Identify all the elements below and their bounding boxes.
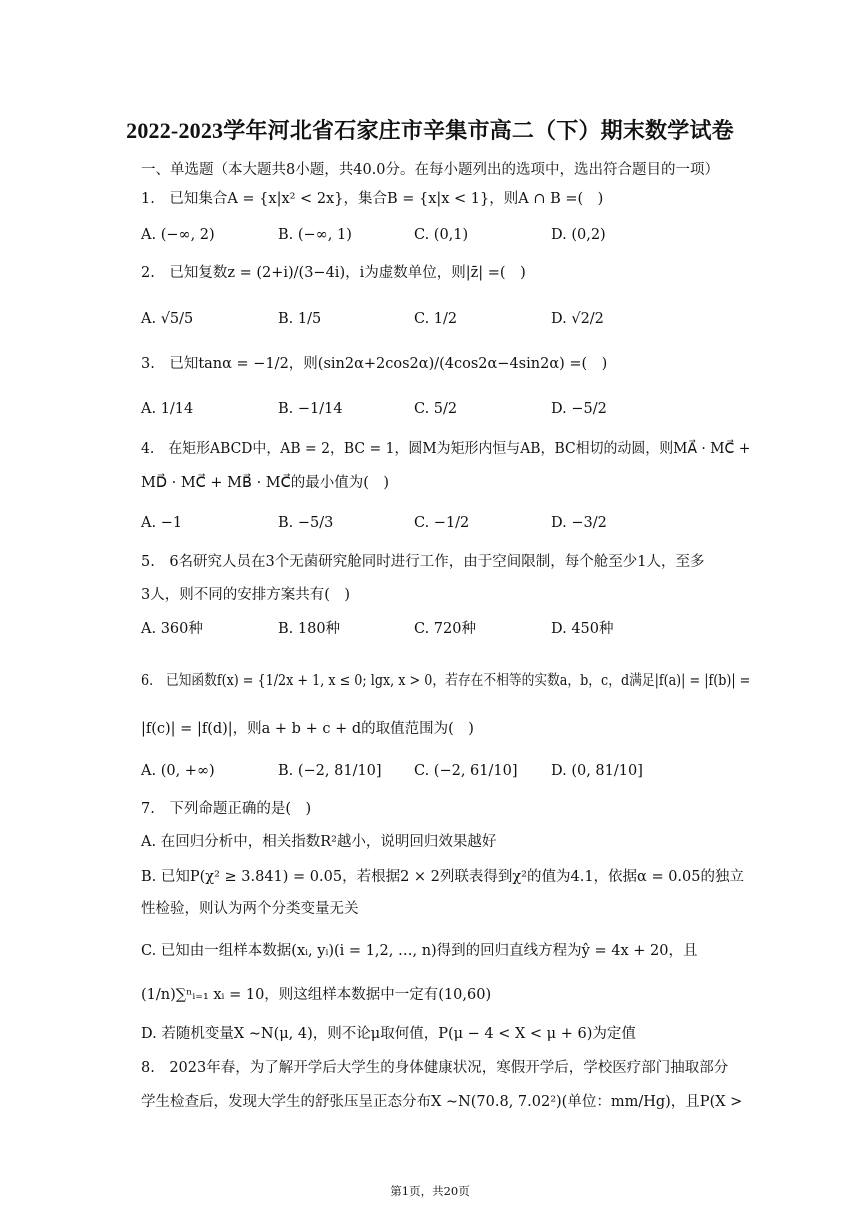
question-7-option-c-line-2: (1/n)∑ⁿᵢ₌₁ xᵢ = 10，则这组样本数据中一定有(10,60) (141, 987, 492, 1003)
q3-option-a: A. 1/14 (141, 401, 194, 417)
page-title: 2022-2023学年河北省石家庄市辛集市高二（下）期末数学试卷 (126, 118, 734, 143)
q4-option-c: C. −1/2 (414, 515, 470, 531)
q5-option-c: C. 720种 (414, 621, 476, 637)
q1-option-a: A. (−∞, 2) (141, 227, 215, 243)
question-7-option-d: D. 若随机变量X ∼N(μ, 4)，则不论μ取何值，P(μ − 4 < X < μ + 6)为定值 (141, 1026, 636, 1042)
question-7-option-a: A. 在回归分析中，相关指数R²越小，说明回归效果越好 (141, 834, 497, 850)
q6-option-d: D. (0, 81/10] (551, 763, 643, 779)
question-6-stem-line-2: |f(c)| = |f(d)|，则a + b + c + d的取值范围为( ) (141, 721, 474, 737)
question-4-stem-line-2: MD⃗ · MC⃗ + MB⃗ · MC⃗的最小值为( ) (141, 475, 390, 491)
question-7-option-c-line-1: C. 已知由一组样本数据(xᵢ, yᵢ)(i = 1,2, …, n)得到的回归直线方程为ŷ = 4x + 20，且 (141, 943, 698, 959)
q2-option-c: C. 1/2 (414, 311, 458, 327)
question-5-stem-line-1: 5. 6名研究人员在3个无菌研究舱同时进行工作，由于空间限制，每个舱至少1人，至多 (141, 554, 705, 570)
question-1-stem: 1. 已知集合A = {x|x² < 2x}，集合B = {x|x < 1}，则A ∩ B =( ) (141, 191, 604, 207)
q1-option-c: C. (0,1) (414, 227, 469, 243)
q6-option-b: B. (−2, 81/10] (278, 763, 382, 779)
q5-option-b: B. 180种 (278, 621, 341, 637)
question-6-stem-line-1: 6. 已知函数f(x) = {1/2x + 1, x ≤ 0; lgx, x > 0，若存在不相等的实数a，b，c，d满足|f(a)| = |f(b)| = (141, 673, 751, 689)
question-8-stem-line-2: 学生检查后，发现大学生的舒张压呈正态分布X ∼N(70.8, 7.02²)(单位：mm/Hg)，且P(X > (141, 1094, 743, 1110)
question-4-stem-line-1: 4. 在矩形ABCD中，AB = 2，BC = 1，圆M为矩形内恒与AB，BC相切的动圆，则MA⃗ · MC⃗ + (141, 441, 751, 457)
q3-option-c: C. 5/2 (414, 401, 458, 417)
q6-option-c: C. (−2, 61/10] (414, 763, 518, 779)
q6-option-a: A. (0, +∞) (141, 763, 215, 779)
page-footer: 第1页，共20页 (390, 1184, 470, 1198)
section-heading: 一、单选题（本大题共8小题，共40.0分。在每小题列出的选项中，选出符合题目的一项） (141, 162, 720, 178)
question-5-stem-line-2: 3人，则不同的安排方案共有( ) (141, 587, 351, 603)
q2-option-b: B. 1/5 (278, 311, 322, 327)
q5-option-d: D. 450种 (551, 621, 614, 637)
q2-option-a: A. √5/5 (141, 311, 194, 327)
q4-option-b: B. −5/3 (278, 515, 334, 531)
question-8-stem-line-1: 8. 2023年春，为了解开学后大学生的身体健康状况，寒假开学后，学校医疗部门抽取部分 (141, 1060, 729, 1076)
question-7-stem: 7. 下列命题正确的是( ) (141, 801, 312, 817)
q4-option-d: D. −3/2 (551, 515, 607, 531)
q1-option-d: D. (0,2) (551, 227, 606, 243)
question-3-stem: 3. 已知tanα = −1/2，则(sin2α+2cos2α)/(4cos2α−4sin2α) =( ) (141, 356, 608, 372)
question-7-option-b-line-1: B. 已知P(χ² ≥ 3.841) = 0.05，若根据2 × 2列联表得到χ²的值为4.1，依据α = 0.05的独立 (141, 869, 744, 885)
q3-option-d: D. −5/2 (551, 401, 607, 417)
question-7-option-b-line-2: 性检验，则认为两个分类变量无关 (141, 901, 359, 917)
q2-option-d: D. √2/2 (551, 311, 604, 327)
q3-option-b: B. −1/14 (278, 401, 343, 417)
q1-option-b: B. (−∞, 1) (278, 227, 352, 243)
question-2-stem: 2. 已知复数z = (2+i)/(3−4i)，i为虚数单位，则|z̄| =( ) (141, 265, 526, 281)
q5-option-a: A. 360种 (141, 621, 203, 637)
q4-option-a: A. −1 (141, 515, 183, 531)
